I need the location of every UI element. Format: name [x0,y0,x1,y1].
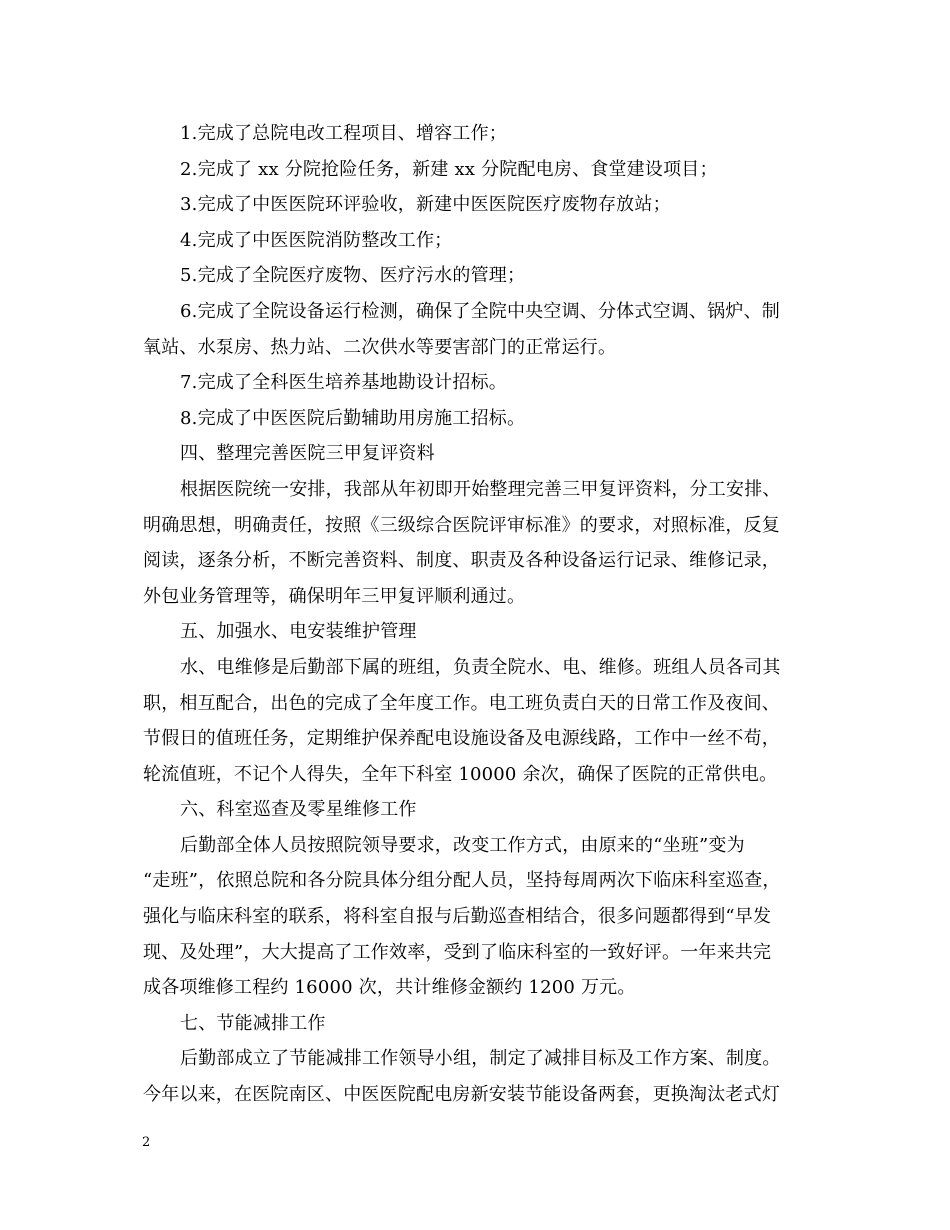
text-line: 4.完成了中医医院消防整改工作； [180,229,453,251]
text-line: 后勤部全体人员按照院领导要求，改变工作方式，由原来的“坐班”变为 [180,834,745,856]
text-line: 明确思想，明确责任，按照《三级综合医院评审标准》的要求，对照标准，反复 [143,514,780,536]
document-body [143,116,808,1113]
text-line: 五、加强水、电安装维护管理 [180,621,417,643]
page-number: 2 [142,1135,151,1150]
text-line: 现、及处理”，大大提高了工作效率，受到了临床科室的一致好评。一年来共完 [143,941,772,963]
text-line: 六、科室巡查及零星维修工作 [180,799,417,821]
text-line: 成各项维修工程约 16000 次，共计维修金额约 1200 万元。 [143,977,636,999]
text-line: 四、整理完善医院三甲复评资料 [180,443,435,465]
text-line: 根据医院统一安排，我部从年初即开始整理完善三甲复评资料，分工安排、 [180,478,781,500]
text-line: 职，相互配合，出色的完成了全年度工作。电工班负责白天的日常工作及夜间、 [143,692,780,714]
text-line: 3.完成了中医医院环评验收，新建中医医院医疗废物存放站； [180,194,671,216]
text-line: 2.完成了 xx 分院抢险任务，新建 xx 分院配电房、食堂建设项目； [180,158,718,180]
text-line: 后勤部成立了节能减排工作领导小组，制定了减排目标及工作方案、制度。 [180,1048,781,1070]
text-line: 外包业务管理等，确保明年三甲复评顺利通过。 [143,585,526,607]
text-line: 氧站、水泵房、热力站、二次供水等要害部门的正常运行。 [143,336,617,358]
text-line: 阅读，逐条分析，不断完善资料、制度、职责及各种设备运行记录、维修记录， [143,550,780,572]
text-line: “走班”，依照总院和各分院具体分组分配人员，坚持每周两次下临床科室巡查， [143,870,781,892]
text-line: 6.完成了全院设备运行检测，确保了全院中央空调、分体式空调、锅炉、制 [180,300,780,322]
text-line: 节假日的值班任务，定期维护保养配电设施设备及电源线路，工作中一丝不苟， [143,728,780,750]
text-line: 今年以来，在医院南区、中医医院配电房新安装节能设备两套，更换淘汰老式灯 [143,1084,780,1106]
text-line: 水、电维修是后勤部下属的班组，负责全院水、电、维修。班组人员各司其 [180,656,781,678]
text-line: 7.完成了全科医生培养基地勘设计招标。 [180,372,507,394]
text-line: 5.完成了全院医疗废物、医疗污水的管理； [180,265,526,287]
text-line: 轮流值班，不记个人得失，全年下科室 10000 余次，确保了医院的正常供电。 [143,763,778,785]
text-line: 强化与临床科室的联系，将科室自报与后勤巡查相结合，很多问题都得到“早发 [143,906,772,928]
text-line: 七、节能减排工作 [180,1012,326,1034]
text-line: 1.完成了总院电改工程项目、增容工作； [180,123,507,144]
text-line: 8.完成了中医医院后勤辅助用房施工招标。 [180,407,526,429]
